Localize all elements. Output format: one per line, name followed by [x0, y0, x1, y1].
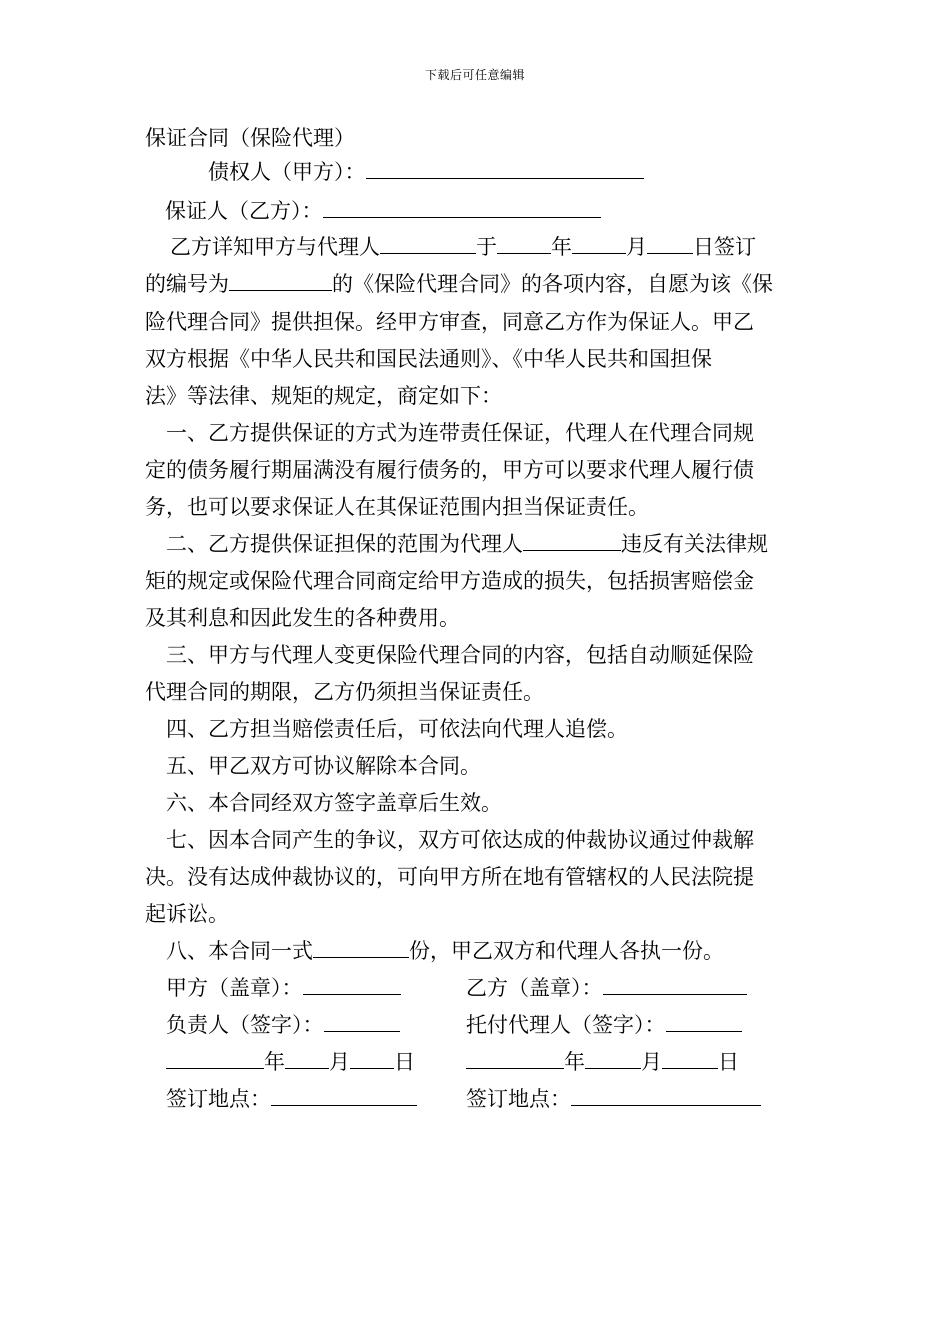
clause-text: 份，甲乙双方和代理人各执一份。: [409, 939, 724, 963]
day-label: 日: [718, 1050, 739, 1074]
clause-1-line-3: 务，也可以要求保证人在其保证范围内担当保证责任。: [145, 495, 649, 519]
intro-text: 于: [476, 235, 497, 259]
clause-text: 违反有关法律规: [621, 532, 768, 556]
creditor-line: [208, 158, 644, 186]
clause-7-line-1: 七、因本合同产生的争议，双方可依达成的仲裁协议通过仲裁解: [166, 828, 754, 852]
intro-text: 日签订: [693, 235, 756, 259]
party-b-month-blank[interactable]: [585, 1048, 641, 1069]
responsible-sign-blank[interactable]: [324, 1011, 400, 1032]
clause-8: [166, 937, 724, 965]
intro-line-5: 法》等法律、规矩的规定，商定如下：: [145, 384, 502, 408]
intro-text: 乙方详知甲方与代理人: [170, 235, 380, 259]
party-a-day-blank[interactable]: [350, 1048, 394, 1069]
guarantor-line: [165, 197, 601, 225]
agent-sign-line: [466, 1011, 742, 1039]
intro-text: 年: [551, 235, 572, 259]
party-b-seal-label: 乙方（盖章）：: [466, 976, 603, 1000]
clause-3-line-2: 代理合同的期限，乙方仍须担当保证责任。: [145, 680, 544, 704]
clause-7-line-3: 起诉讼。: [145, 902, 229, 926]
contract-number-blank[interactable]: [229, 270, 332, 291]
place-label: 签订地点：: [466, 1087, 571, 1111]
clause-3-line-1: 三、甲方与代理人变更保险代理合同的内容，包括自动顺延保险: [166, 643, 754, 667]
agent-sign-label: 托付代理人（签字）：: [466, 1013, 666, 1037]
clause-5: 五、甲乙双方可协议解除本合同。: [166, 754, 481, 778]
party-b-seal-line: [466, 974, 747, 1002]
clause-7-line-2: 决。没有达成仲裁协议的，可向甲方所在地有管辖权的人民法院提: [145, 865, 754, 889]
party-a-seal-line: [166, 974, 401, 1002]
clause-1-line-2: 定的债务履行期届满没有履行债务的，甲方可以要求代理人履行债: [145, 458, 754, 482]
party-b-date-line: [466, 1048, 739, 1076]
day-label: 日: [394, 1050, 415, 1074]
party-b-year-blank[interactable]: [466, 1048, 564, 1069]
clause-6: 六、本合同经双方签字盖章后生效。: [166, 791, 502, 815]
clause-4: 四、乙方担当赔偿责任后，可依法向代理人追偿。: [166, 717, 628, 741]
clause-2-line-2: 矩的规定或保险代理合同商定给甲方造成的损失，包括损害赔偿金: [145, 569, 754, 593]
party-a-seal-label: 甲方（盖章）：: [166, 976, 303, 1000]
clause-2-line-1: [166, 530, 768, 558]
page-header-note: 下载后可任意编辑: [424, 68, 525, 82]
clause-1-line-1: 一、乙方提供保证的方式为连带责任保证，代理人在代理合同规: [166, 421, 754, 445]
intro-text: 的编号为: [145, 272, 229, 296]
party-b-place-blank[interactable]: [571, 1085, 761, 1106]
intro-line-4: 双方根据《中华人民共和国民法通则》、《中华人民共和国担保: [145, 347, 712, 371]
guarantee-scope-blank[interactable]: [523, 530, 621, 551]
intro-line-1: [170, 233, 756, 261]
responsible-sign-label: 负责人（签字）：: [166, 1013, 324, 1037]
party-a-seal-blank[interactable]: [303, 974, 401, 995]
agent-sign-blank[interactable]: [666, 1011, 742, 1032]
party-b-day-blank[interactable]: [662, 1048, 718, 1069]
guarantor-label: 保证人（乙方）：: [165, 199, 323, 223]
party-a-month-blank[interactable]: [285, 1048, 329, 1069]
agent-name-blank[interactable]: [380, 233, 476, 254]
party-a-date-line: [166, 1048, 415, 1076]
guarantor-blank[interactable]: [323, 197, 601, 218]
party-b-place-line: [466, 1085, 761, 1113]
copies-count-blank[interactable]: [313, 937, 409, 958]
responsible-sign-line: [166, 1011, 400, 1039]
contract-title: 保证合同（保险代理）: [145, 126, 355, 150]
intro-line-2: [145, 270, 773, 298]
clause-text: 八、本合同一式: [166, 939, 313, 963]
creditor-label: 债权人（甲方）：: [208, 160, 366, 184]
intro-line-3: 险代理合同》提供担保。经甲方审查，同意乙方作为保证人。甲乙: [145, 310, 754, 334]
sign-day-blank[interactable]: [647, 233, 693, 254]
year-label: 年: [564, 1050, 585, 1074]
party-a-place-line: [166, 1085, 417, 1113]
party-b-seal-blank[interactable]: [603, 974, 747, 995]
year-label: 年: [264, 1050, 285, 1074]
sign-month-blank[interactable]: [572, 233, 626, 254]
sign-year-blank[interactable]: [497, 233, 551, 254]
intro-text: 月: [626, 235, 647, 259]
month-label: 月: [641, 1050, 662, 1074]
clause-text: 二、乙方提供保证担保的范围为代理人: [166, 532, 523, 556]
party-a-place-blank[interactable]: [271, 1085, 417, 1106]
place-label: 签订地点：: [166, 1087, 271, 1111]
creditor-blank[interactable]: [366, 158, 644, 179]
clause-2-line-3: 及其利息和因此发生的各种费用。: [145, 606, 460, 630]
intro-text: 的《保险代理合同》的各项内容，自愿为该《保: [332, 272, 773, 296]
party-a-year-blank[interactable]: [166, 1048, 264, 1069]
month-label: 月: [329, 1050, 350, 1074]
